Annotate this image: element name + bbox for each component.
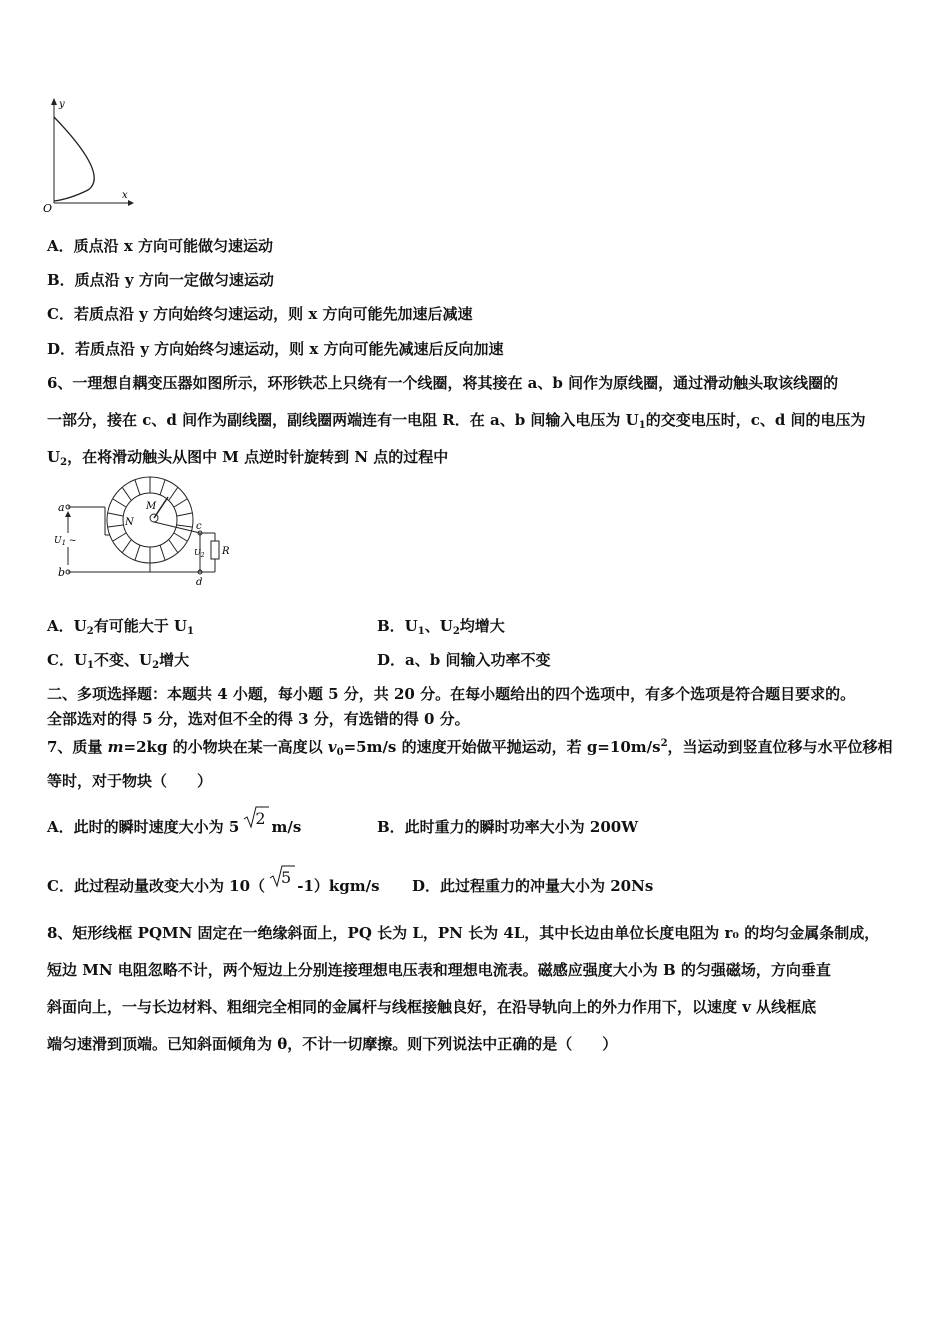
q7-stem-line2: 等时，对于物块（ ）: [47, 772, 213, 790]
q7-option-d: D．此过程重力的冲量大小为 20Ns: [412, 877, 654, 895]
q8-stem-line1: 8、矩形线框 PQMN 固定在一绝缘斜面上，PQ 长为 L，PN 长为 4L，其中长边由单位长度电阻为 r₀ 的均匀金属条制成，: [47, 924, 880, 942]
q5-option-d: D．若质点沿 y 方向始终匀速运动，则 x 方向可能先减速后反向加速: [47, 340, 504, 358]
x-axis-label: x: [122, 190, 128, 201]
trajectory-figure: [40, 95, 140, 215]
point-m-label: M: [146, 501, 157, 512]
sqrt-symbol: 5: [269, 876, 293, 896]
terminal-a-label: a: [58, 501, 65, 514]
q8-stem-line4: 端匀速滑到顶端。已知斜面倾角为 θ，不计一切摩擦。则下列说法中正确的是（ ）: [47, 1035, 618, 1053]
q6-stem-line2: 一部分，接在 c、d 间作为副线圈，副线圈两端连有一电阻 R．在 a、b 间输入电压为 $U_1$的交变电压时，c、d 间的电压为: [47, 411, 866, 431]
q7-stem-line1: 7、质量 m=2kg 的小物块在某一高度以 $v_0=5m/s$ 的速度开始做平抛运动，若 $g=10m/s^2$，当运动到竖直位移与水平位移相: [47, 738, 893, 758]
origin-label: O: [43, 202, 53, 215]
u1-label: $U_1$ ~: [54, 536, 77, 547]
q6-option-a: A．$U_2$有可能大于 $U_1$: [47, 617, 194, 637]
point-n-label: N: [125, 517, 134, 528]
transformer-figure: [50, 475, 250, 595]
terminal-c-label: c: [196, 521, 202, 532]
section2-heading-line2: 全部选对的得 5 分，选对但不全的得 3 分，有选错的得 0 分。: [47, 710, 470, 728]
q6-option-b: B．$U_1$、$U_2$均增大: [377, 617, 505, 637]
terminal-d-label: d: [196, 577, 203, 588]
q7-option-a: A．此时的瞬时速度大小为 5 2 m/s: [47, 809, 302, 836]
q6-option-d: D．a、b 间输入功率不变: [377, 651, 551, 669]
y-axis-label: y: [59, 99, 65, 110]
section2-heading-line1: 二、多项选择题：本题共 4 小题，每小题 5 分，共 20 分。在每小题给出的四个选项中，有多个选项是符合题目要求的。: [47, 685, 856, 703]
terminal-b-label: b: [58, 566, 66, 579]
q5-option-a: A．质点沿 x 方向可能做匀速运动: [47, 237, 274, 255]
q7-option-b: B．此时重力的瞬时功率大小为 200W: [377, 818, 639, 836]
q6-stem-line3: $U_2$，在将滑动触头从图中 M 点逆时针旋转到 N 点的过程中: [47, 448, 449, 468]
q8-stem-line3: 斜面向上，一与长边材料、粗细完全相同的金属杆与线框接触良好，在沿导轨向上的外力作用下，以速度 v 从线框底: [47, 998, 817, 1016]
q5-option-b: B．质点沿 y 方向一定做匀速运动: [47, 271, 274, 289]
q6-option-c: C．$U_1$不变、$U_2$增大: [47, 651, 190, 671]
resistor-r-label: R: [222, 546, 230, 557]
q7-option-c: C．此过程动量改变大小为 10（ 5 -1）kgm/s: [47, 868, 380, 895]
u2-label: $U_2$: [194, 548, 205, 559]
q8-stem-line2: 短边 MN 电阻忽略不计，两个短边上分别连接理想电压表和理想电流表。磁感应强度大小为 B 的匀强磁场，方向垂直: [47, 961, 831, 979]
sqrt-symbol: 2: [243, 817, 267, 837]
q5-option-c: C．若质点沿 y 方向始终匀速运动，则 x 方向可能先加速后减速: [47, 305, 473, 323]
q6-stem-line1: 6、一理想自耦变压器如图所示，环形铁芯上只绕有一个线圈，将其接在 a、b 间作为原线圈，通过滑动触头取该线圈的: [47, 374, 839, 392]
